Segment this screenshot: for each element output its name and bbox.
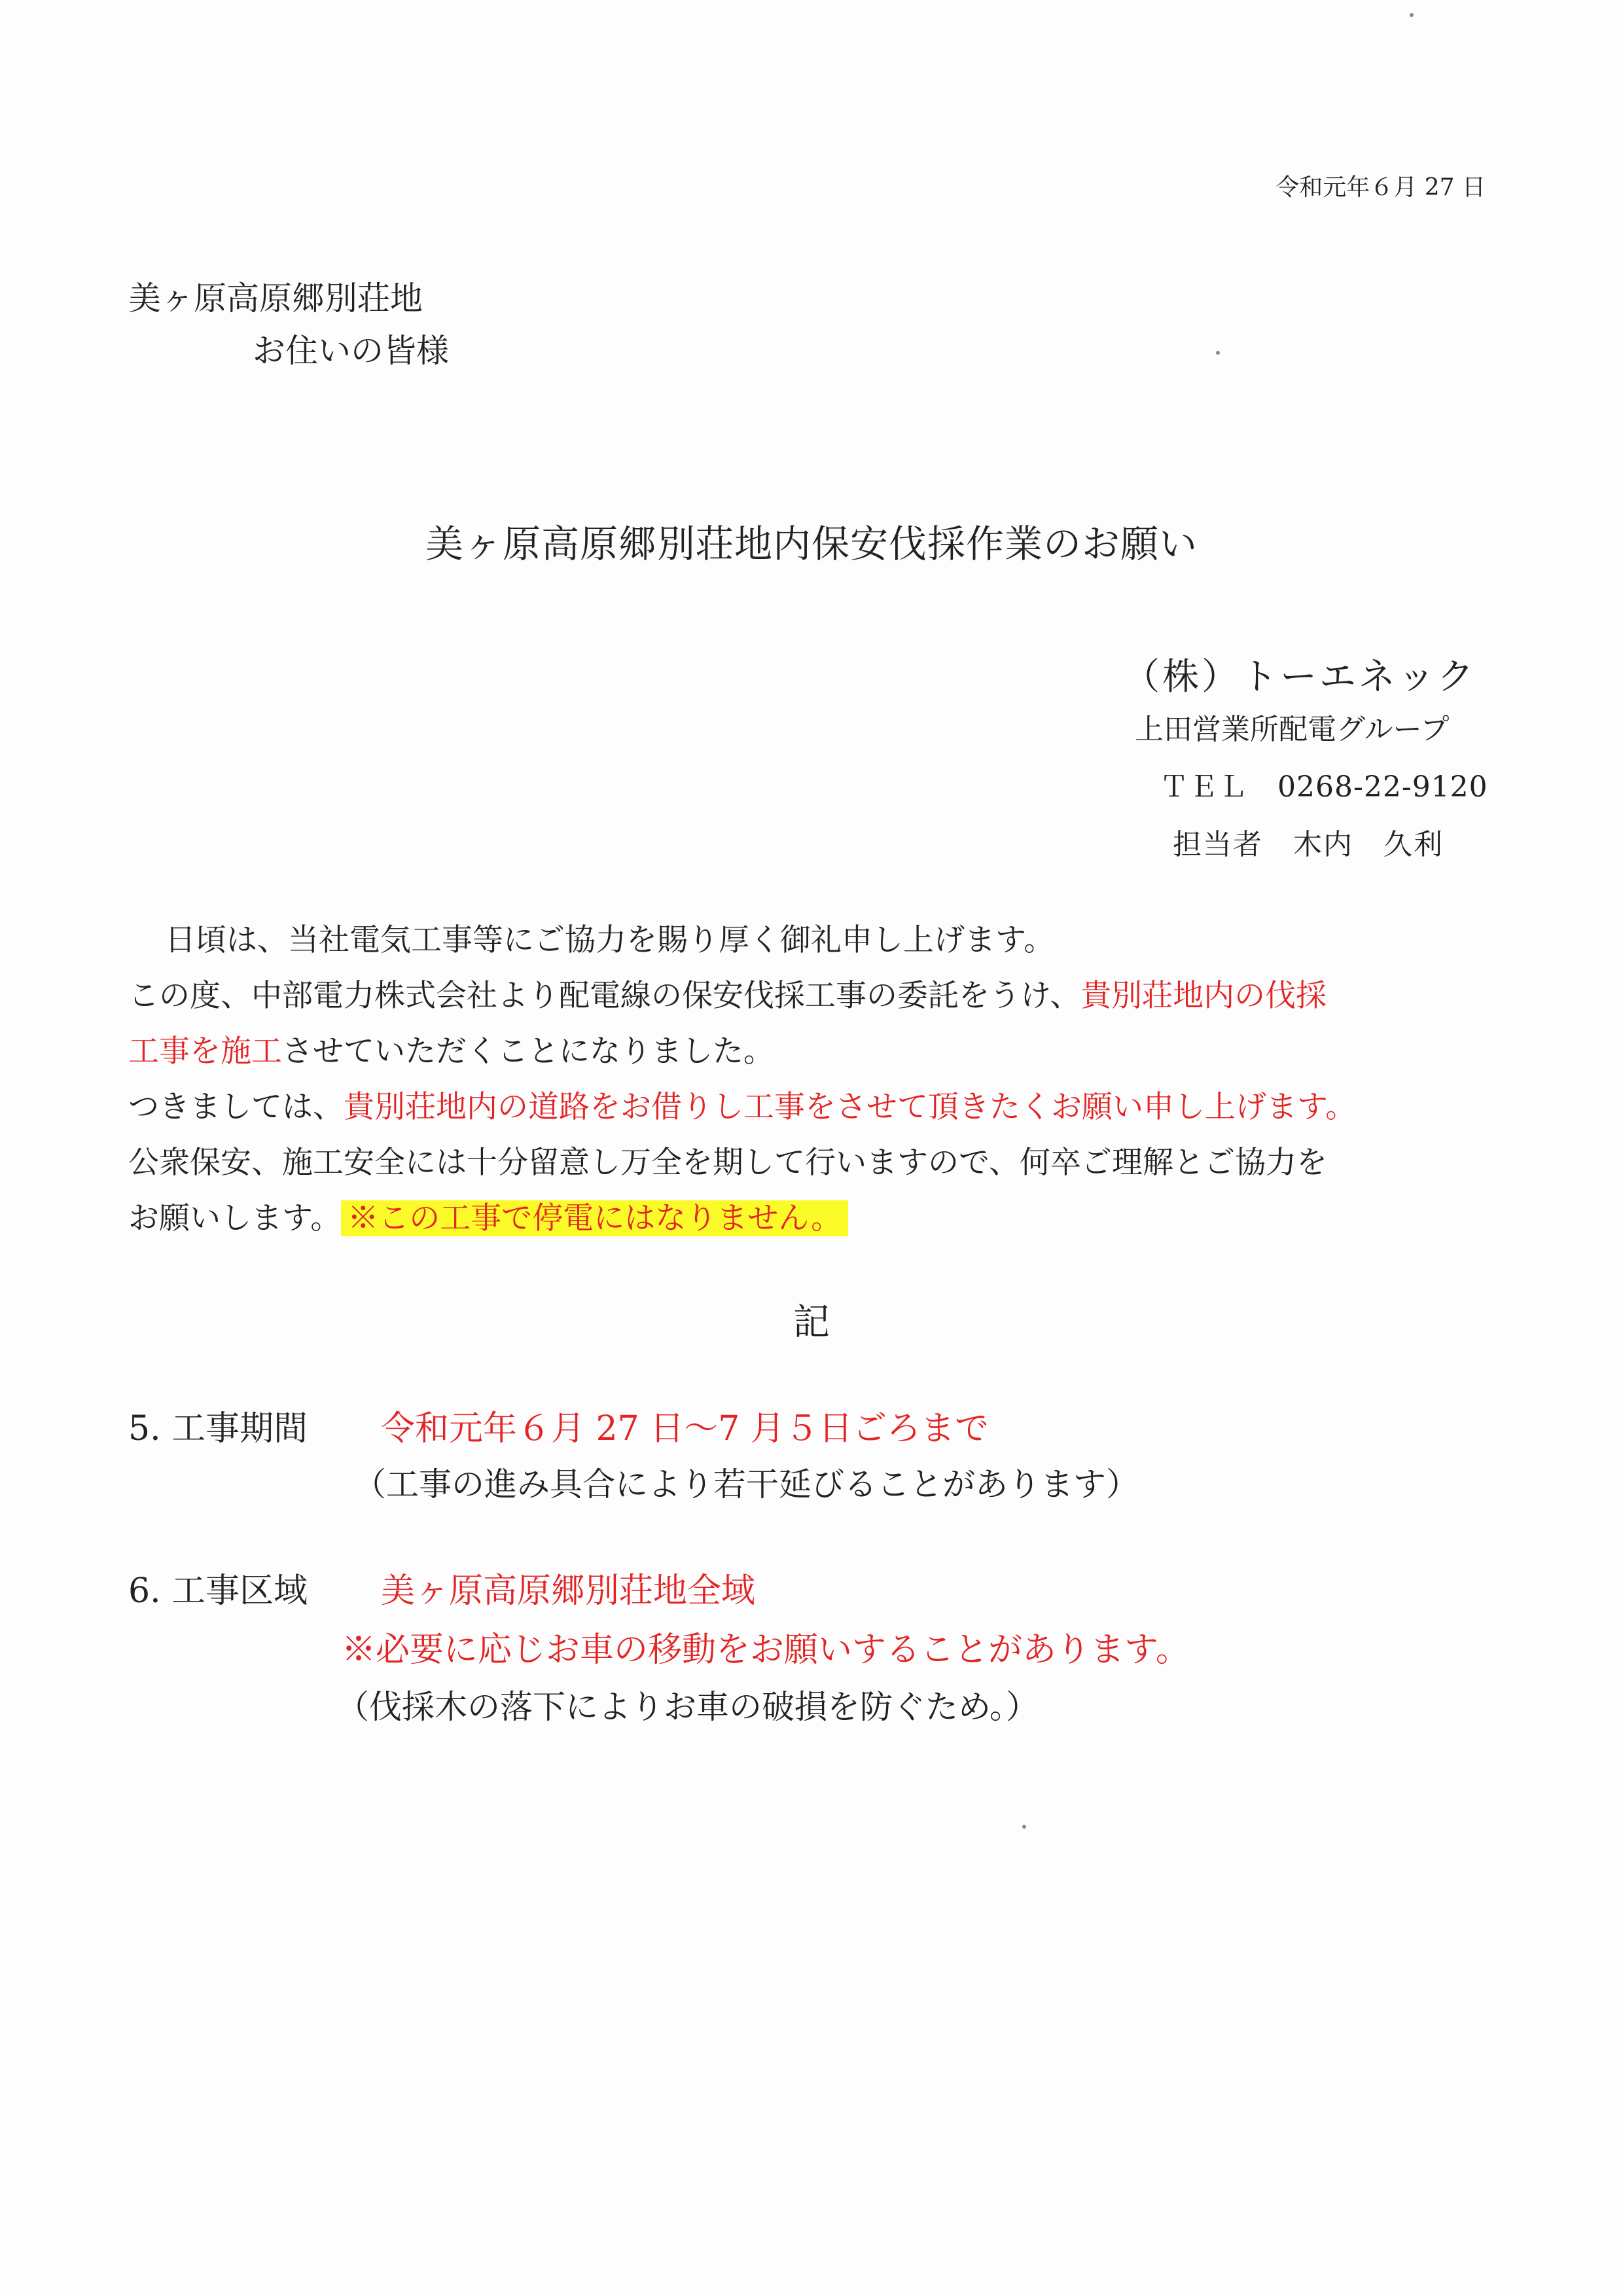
item-period-note: （工事の進み具合により若干延びることがあります）	[353, 1465, 1139, 1503]
scan-speck	[1410, 13, 1414, 17]
body-paragraph-4: 公衆保安、施工安全には十分留意し万全を期して行いますので、何卒ご理解とご協力を	[128, 1145, 1328, 1181]
body-paragraph-2-line-2	[128, 1024, 1516, 1079]
document-title: 美ヶ原高原郷別荘地内保安伐採作業のお願い	[425, 522, 1198, 566]
sender-department: 上田営業所配電グループ	[1135, 713, 1450, 746]
letter-body	[128, 912, 1516, 1246]
document-date: 令和元年６月 27 日	[1275, 174, 1486, 201]
item-period-label: 5. 工事期間	[128, 1409, 308, 1448]
body-text: この度、中部電力株式会社より配電線の保安伐採工事の委託をうけ、	[128, 978, 1081, 1014]
emphasis-text: 工事を施工	[128, 1033, 282, 1069]
body-paragraph-3	[128, 1079, 1516, 1135]
body-paragraph-5	[128, 1191, 1516, 1246]
sender-company: （株）トーエネック	[1123, 656, 1476, 698]
item-area-note-2: （伐採木の落下によりお車の破損を防ぐため。）	[336, 1688, 1039, 1726]
body-paragraph-2-line-1	[128, 968, 1516, 1024]
item-area-value: 美ヶ原高原郷別荘地全域	[381, 1571, 756, 1611]
body-paragraph-1: 日頃は、当社電気工事等にご協力を賜り厚く御礼申し上げます。	[165, 922, 1055, 958]
highlighted-notice: ※この工事で停電にはなりません。	[341, 1200, 848, 1236]
item-area-note-1: ※必要に応じお車の移動をお願いすることがあります。	[342, 1630, 1190, 1670]
item-period-value: 令和元年６月 27 日～7 月５日ごろまで	[381, 1409, 989, 1448]
item-area-label: 6. 工事区域	[128, 1571, 308, 1611]
recipient-line-2: お住いの皆様	[253, 332, 449, 370]
emphasis-text: 貴別荘地内の道路をお借りし工事をさせて頂きたくお願い申し上げます。	[344, 1089, 1357, 1125]
body-text: お願いします。	[128, 1200, 342, 1236]
body-text: させていただくことになりました。	[282, 1033, 774, 1069]
scan-speck	[1022, 1825, 1026, 1829]
emphasis-text: 貴別荘地内の伐採	[1080, 978, 1327, 1014]
scan-speck	[1216, 351, 1220, 355]
recipient-line-1: 美ヶ原高原郷別荘地	[128, 279, 423, 317]
sender-tel: ＴＥＬ 0268-22-9120	[1160, 770, 1488, 804]
body-text: つきましては、	[128, 1089, 344, 1125]
ki-heading: 記	[793, 1301, 830, 1344]
sender-contact: 担当者 木内 久利	[1173, 828, 1444, 861]
